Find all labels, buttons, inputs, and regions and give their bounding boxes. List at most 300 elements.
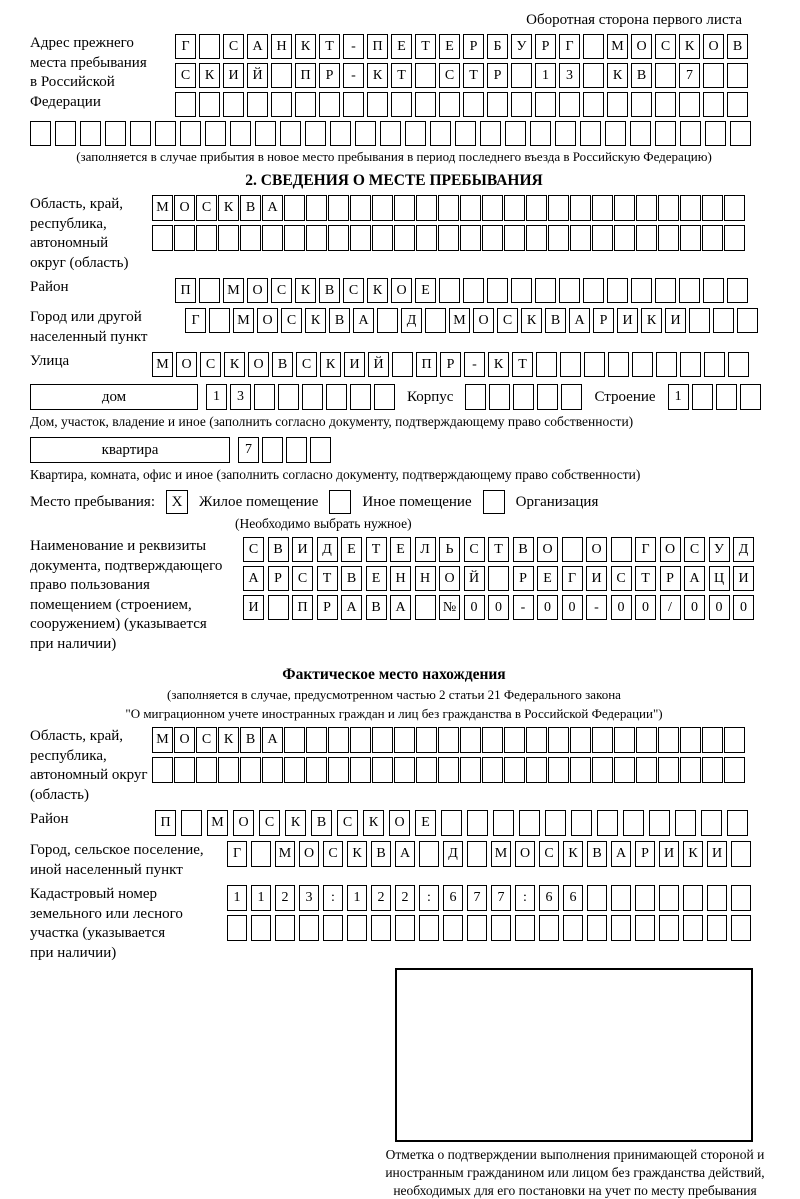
char-box[interactable] — [703, 278, 724, 303]
char-box[interactable] — [535, 92, 556, 117]
char-box[interactable] — [548, 195, 569, 221]
char-box[interactable] — [493, 810, 514, 836]
char-box[interactable]: Й — [247, 63, 268, 88]
char-box[interactable] — [275, 915, 295, 941]
char-box[interactable]: П — [295, 63, 316, 88]
char-box[interactable]: Т — [512, 352, 533, 377]
char-box[interactable]: М — [233, 308, 254, 333]
char-box[interactable] — [328, 757, 349, 783]
char-box[interactable] — [614, 727, 635, 753]
char-box[interactable]: 1 — [668, 384, 689, 410]
char-box[interactable] — [306, 727, 327, 753]
char-box[interactable]: У — [709, 537, 730, 562]
char-box[interactable] — [350, 727, 371, 753]
char-box[interactable] — [394, 225, 415, 251]
char-box[interactable]: И — [617, 308, 638, 333]
char-box[interactable]: О — [257, 308, 278, 333]
char-box[interactable]: О — [176, 352, 197, 377]
char-box[interactable] — [656, 352, 677, 377]
char-box[interactable] — [692, 384, 713, 410]
char-box[interactable] — [251, 841, 271, 867]
char-box[interactable] — [655, 278, 676, 303]
char-box[interactable]: В — [268, 537, 289, 562]
char-box[interactable]: К — [320, 352, 341, 377]
char-box[interactable]: 1 — [347, 885, 367, 911]
char-box[interactable] — [580, 121, 601, 146]
char-box[interactable]: Р — [487, 63, 508, 88]
char-box[interactable] — [583, 34, 604, 59]
char-box[interactable]: А — [353, 308, 374, 333]
char-box[interactable] — [570, 757, 591, 783]
char-box[interactable] — [199, 278, 220, 303]
char-box[interactable] — [724, 757, 745, 783]
char-box[interactable] — [380, 121, 401, 146]
char-box[interactable] — [504, 757, 525, 783]
char-box[interactable] — [658, 757, 679, 783]
char-box[interactable]: К — [563, 841, 583, 867]
char-box[interactable]: С — [337, 810, 358, 836]
char-box[interactable] — [655, 121, 676, 146]
char-box[interactable] — [636, 195, 657, 221]
char-box[interactable] — [623, 810, 644, 836]
char-box[interactable]: Й — [368, 352, 389, 377]
char-box[interactable] — [467, 915, 487, 941]
char-box[interactable]: Б — [487, 34, 508, 59]
char-box[interactable] — [284, 727, 305, 753]
stay-type-checkbox-other[interactable] — [329, 490, 351, 514]
char-box[interactable] — [583, 63, 604, 88]
char-box[interactable] — [539, 915, 559, 941]
char-box[interactable] — [611, 915, 631, 941]
char-box[interactable] — [607, 92, 628, 117]
char-box[interactable]: № — [439, 595, 460, 620]
char-box[interactable] — [679, 278, 700, 303]
char-box[interactable] — [416, 195, 437, 221]
char-box[interactable]: С — [497, 308, 518, 333]
char-box[interactable] — [271, 63, 292, 88]
char-box[interactable] — [209, 308, 230, 333]
char-box[interactable]: М — [152, 727, 173, 753]
char-box[interactable]: К — [295, 278, 316, 303]
char-box[interactable] — [455, 121, 476, 146]
char-box[interactable]: К — [679, 34, 700, 59]
char-box[interactable] — [181, 810, 202, 836]
char-box[interactable] — [463, 278, 484, 303]
stay-type-checkbox-organization[interactable] — [483, 490, 505, 514]
char-box[interactable]: М — [449, 308, 470, 333]
char-box[interactable]: Е — [415, 810, 436, 836]
char-box[interactable] — [659, 915, 679, 941]
char-box[interactable]: С — [196, 195, 217, 221]
char-box[interactable]: О — [660, 537, 681, 562]
char-box[interactable]: О — [247, 278, 268, 303]
char-box[interactable] — [286, 437, 307, 463]
char-box[interactable] — [319, 92, 340, 117]
char-box[interactable]: Т — [319, 34, 340, 59]
char-box[interactable] — [727, 810, 748, 836]
char-box[interactable] — [727, 63, 748, 88]
char-box[interactable] — [350, 384, 371, 410]
char-box[interactable]: К — [683, 841, 703, 867]
char-box[interactable] — [254, 384, 275, 410]
char-box[interactable]: А — [390, 595, 411, 620]
char-box[interactable]: Р — [660, 566, 681, 591]
char-box[interactable] — [703, 63, 724, 88]
char-box[interactable]: Е — [390, 537, 411, 562]
char-box[interactable] — [80, 121, 101, 146]
char-box[interactable] — [284, 195, 305, 221]
char-box[interactable] — [504, 225, 525, 251]
char-box[interactable]: С — [271, 278, 292, 303]
char-box[interactable]: К — [224, 352, 245, 377]
char-box[interactable] — [491, 915, 511, 941]
char-box[interactable]: О — [586, 537, 607, 562]
char-box[interactable]: А — [395, 841, 415, 867]
char-box[interactable] — [205, 121, 226, 146]
char-box[interactable] — [513, 384, 534, 410]
char-box[interactable] — [560, 352, 581, 377]
char-box[interactable] — [635, 915, 655, 941]
char-box[interactable] — [636, 727, 657, 753]
char-box[interactable] — [416, 727, 437, 753]
char-box[interactable]: Г — [559, 34, 580, 59]
char-box[interactable]: В — [513, 537, 534, 562]
char-box[interactable] — [614, 195, 635, 221]
char-box[interactable]: Т — [391, 63, 412, 88]
char-box[interactable] — [438, 225, 459, 251]
char-box[interactable] — [482, 757, 503, 783]
char-box[interactable]: К — [295, 34, 316, 59]
char-box[interactable] — [519, 810, 540, 836]
char-box[interactable] — [439, 278, 460, 303]
char-box[interactable]: К — [607, 63, 628, 88]
char-box[interactable] — [372, 757, 393, 783]
char-box[interactable]: 3 — [299, 885, 319, 911]
char-box[interactable] — [655, 92, 676, 117]
char-box[interactable] — [438, 727, 459, 753]
char-box[interactable]: С — [539, 841, 559, 867]
char-box[interactable]: О — [391, 278, 412, 303]
char-box[interactable] — [740, 384, 761, 410]
char-box[interactable]: Р — [463, 34, 484, 59]
char-box[interactable] — [306, 757, 327, 783]
char-box[interactable] — [526, 225, 547, 251]
char-box[interactable]: О — [537, 537, 558, 562]
char-box[interactable] — [731, 885, 751, 911]
char-box[interactable] — [419, 841, 439, 867]
char-box[interactable] — [488, 566, 509, 591]
char-box[interactable] — [559, 278, 580, 303]
char-box[interactable]: : — [419, 885, 439, 911]
char-box[interactable] — [350, 225, 371, 251]
char-box[interactable]: А — [341, 595, 362, 620]
char-box[interactable]: С — [464, 537, 485, 562]
char-box[interactable] — [705, 121, 726, 146]
char-box[interactable] — [545, 810, 566, 836]
char-box[interactable] — [526, 195, 547, 221]
char-box[interactable]: К — [218, 195, 239, 221]
char-box[interactable] — [262, 225, 283, 251]
char-box[interactable] — [658, 225, 679, 251]
stay-type-checkbox-residential[interactable]: X — [166, 490, 188, 514]
char-box[interactable]: 3 — [559, 63, 580, 88]
char-box[interactable] — [415, 63, 436, 88]
char-box[interactable]: У — [511, 34, 532, 59]
char-box[interactable] — [438, 757, 459, 783]
char-box[interactable]: К — [285, 810, 306, 836]
char-box[interactable]: 7 — [491, 885, 511, 911]
char-box[interactable] — [614, 757, 635, 783]
char-box[interactable] — [570, 225, 591, 251]
char-box[interactable]: 1 — [535, 63, 556, 88]
char-box[interactable] — [611, 537, 632, 562]
char-box[interactable]: О — [439, 566, 460, 591]
char-box[interactable]: П — [155, 810, 176, 836]
char-box[interactable] — [548, 225, 569, 251]
char-box[interactable] — [655, 63, 676, 88]
char-box[interactable] — [227, 915, 247, 941]
char-box[interactable] — [702, 757, 723, 783]
char-box[interactable]: К — [363, 810, 384, 836]
char-box[interactable]: 6 — [539, 885, 559, 911]
char-box[interactable]: 0 — [733, 595, 754, 620]
char-box[interactable]: С — [296, 352, 317, 377]
char-box[interactable] — [55, 121, 76, 146]
char-box[interactable]: С — [655, 34, 676, 59]
char-box[interactable]: К — [367, 63, 388, 88]
char-box[interactable]: А — [243, 566, 264, 591]
char-box[interactable] — [374, 384, 395, 410]
char-box[interactable]: Р — [317, 595, 338, 620]
char-box[interactable] — [271, 92, 292, 117]
char-box[interactable] — [394, 727, 415, 753]
char-box[interactable]: В — [240, 727, 261, 753]
char-box[interactable] — [152, 225, 173, 251]
char-box[interactable] — [592, 195, 613, 221]
char-box[interactable] — [196, 757, 217, 783]
char-box[interactable] — [323, 915, 343, 941]
char-box[interactable] — [659, 885, 679, 911]
char-box[interactable] — [482, 195, 503, 221]
char-box[interactable] — [489, 384, 510, 410]
char-box[interactable] — [130, 121, 151, 146]
char-box[interactable] — [199, 34, 220, 59]
char-box[interactable]: Й — [464, 566, 485, 591]
char-box[interactable]: О — [515, 841, 535, 867]
char-box[interactable]: 0 — [537, 595, 558, 620]
char-box[interactable] — [703, 92, 724, 117]
char-box[interactable] — [724, 225, 745, 251]
char-box[interactable] — [683, 885, 703, 911]
char-box[interactable] — [727, 278, 748, 303]
char-box[interactable]: Д — [443, 841, 463, 867]
char-box[interactable] — [570, 195, 591, 221]
char-box[interactable] — [614, 225, 635, 251]
char-box[interactable]: М — [152, 352, 173, 377]
char-box[interactable] — [511, 278, 532, 303]
char-box[interactable] — [563, 915, 583, 941]
char-box[interactable] — [632, 352, 653, 377]
char-box[interactable]: 3 — [230, 384, 251, 410]
char-box[interactable] — [487, 278, 508, 303]
char-box[interactable]: 2 — [275, 885, 295, 911]
char-box[interactable]: Е — [341, 537, 362, 562]
char-box[interactable] — [174, 757, 195, 783]
char-box[interactable]: 0 — [488, 595, 509, 620]
char-box[interactable]: В — [631, 63, 652, 88]
char-box[interactable] — [302, 384, 323, 410]
char-box[interactable]: И — [243, 595, 264, 620]
char-box[interactable] — [707, 915, 727, 941]
char-box[interactable]: А — [611, 841, 631, 867]
char-box[interactable] — [255, 121, 276, 146]
char-box[interactable] — [330, 121, 351, 146]
char-box[interactable]: Т — [488, 537, 509, 562]
char-box[interactable]: 6 — [563, 885, 583, 911]
char-box[interactable]: Т — [317, 566, 338, 591]
char-box[interactable] — [611, 885, 631, 911]
char-box[interactable]: М — [223, 278, 244, 303]
char-box[interactable]: С — [611, 566, 632, 591]
char-box[interactable] — [631, 278, 652, 303]
char-box[interactable] — [425, 308, 446, 333]
char-box[interactable]: Р — [635, 841, 655, 867]
char-box[interactable]: 2 — [371, 885, 391, 911]
char-box[interactable]: В — [240, 195, 261, 221]
char-box[interactable]: С — [439, 63, 460, 88]
char-box[interactable]: К — [305, 308, 326, 333]
char-box[interactable]: 0 — [562, 595, 583, 620]
char-box[interactable] — [635, 885, 655, 911]
char-box[interactable] — [526, 727, 547, 753]
char-box[interactable] — [392, 352, 413, 377]
char-box[interactable]: Т — [635, 566, 656, 591]
char-box[interactable] — [391, 92, 412, 117]
char-box[interactable] — [592, 727, 613, 753]
char-box[interactable]: - — [586, 595, 607, 620]
char-box[interactable] — [463, 92, 484, 117]
char-box[interactable] — [372, 225, 393, 251]
char-box[interactable]: К — [488, 352, 509, 377]
char-box[interactable]: Д — [733, 537, 754, 562]
char-box[interactable] — [196, 225, 217, 251]
char-box[interactable] — [152, 757, 173, 783]
char-box[interactable]: Т — [415, 34, 436, 59]
char-box[interactable]: О — [174, 727, 195, 753]
char-box[interactable]: С — [175, 63, 196, 88]
char-box[interactable] — [689, 308, 710, 333]
char-box[interactable] — [548, 727, 569, 753]
char-box[interactable] — [350, 195, 371, 221]
char-box[interactable]: А — [262, 195, 283, 221]
char-box[interactable]: Р — [535, 34, 556, 59]
char-box[interactable]: 6 — [443, 885, 463, 911]
char-box[interactable] — [439, 92, 460, 117]
char-box[interactable]: О — [473, 308, 494, 333]
char-box[interactable] — [415, 595, 436, 620]
char-box[interactable] — [636, 757, 657, 783]
char-box[interactable] — [218, 225, 239, 251]
char-box[interactable] — [561, 384, 582, 410]
char-box[interactable]: С — [684, 537, 705, 562]
char-box[interactable] — [355, 121, 376, 146]
char-box[interactable]: Д — [317, 537, 338, 562]
char-box[interactable] — [175, 92, 196, 117]
char-box[interactable] — [295, 92, 316, 117]
char-box[interactable] — [592, 757, 613, 783]
char-box[interactable]: 7 — [238, 437, 259, 463]
char-box[interactable]: И — [733, 566, 754, 591]
char-box[interactable]: А — [247, 34, 268, 59]
char-box[interactable] — [680, 195, 701, 221]
char-box[interactable]: - — [343, 63, 364, 88]
char-box[interactable]: 1 — [251, 885, 271, 911]
char-box[interactable]: С — [281, 308, 302, 333]
char-box[interactable] — [284, 757, 305, 783]
char-box[interactable]: В — [329, 308, 350, 333]
char-box[interactable]: С — [259, 810, 280, 836]
char-box[interactable]: Н — [415, 566, 436, 591]
char-box[interactable]: 0 — [709, 595, 730, 620]
char-box[interactable] — [240, 757, 261, 783]
char-box[interactable]: П — [292, 595, 313, 620]
char-box[interactable] — [704, 352, 725, 377]
char-box[interactable]: И — [292, 537, 313, 562]
char-box[interactable]: М — [275, 841, 295, 867]
char-box[interactable] — [460, 195, 481, 221]
char-box[interactable] — [658, 727, 679, 753]
char-box[interactable] — [343, 92, 364, 117]
char-box[interactable] — [372, 195, 393, 221]
char-box[interactable]: П — [367, 34, 388, 59]
char-box[interactable] — [350, 757, 371, 783]
char-box[interactable] — [555, 121, 576, 146]
char-box[interactable]: М — [152, 195, 173, 221]
char-box[interactable] — [530, 121, 551, 146]
char-box[interactable]: О — [174, 195, 195, 221]
char-box[interactable] — [174, 225, 195, 251]
char-box[interactable]: - — [464, 352, 485, 377]
char-box[interactable]: С — [200, 352, 221, 377]
char-box[interactable]: С — [243, 537, 264, 562]
char-box[interactable] — [587, 915, 607, 941]
char-box[interactable] — [701, 810, 722, 836]
char-box[interactable] — [583, 278, 604, 303]
char-box[interactable]: Г — [185, 308, 206, 333]
char-box[interactable] — [511, 63, 532, 88]
char-box[interactable] — [105, 121, 126, 146]
char-box[interactable]: : — [515, 885, 535, 911]
char-box[interactable] — [680, 121, 701, 146]
char-box[interactable]: Ц — [709, 566, 730, 591]
char-box[interactable] — [395, 915, 415, 941]
char-box[interactable] — [251, 915, 271, 941]
char-box[interactable] — [465, 384, 486, 410]
char-box[interactable] — [592, 225, 613, 251]
char-box[interactable] — [737, 308, 758, 333]
char-box[interactable]: Г — [227, 841, 247, 867]
char-box[interactable] — [680, 757, 701, 783]
char-box[interactable] — [480, 121, 501, 146]
char-box[interactable]: Д — [401, 308, 422, 333]
char-box[interactable]: И — [586, 566, 607, 591]
char-box[interactable] — [730, 121, 751, 146]
char-box[interactable]: Р — [440, 352, 461, 377]
char-box[interactable]: Т — [463, 63, 484, 88]
char-box[interactable]: Р — [513, 566, 534, 591]
char-box[interactable] — [535, 278, 556, 303]
char-box[interactable]: С — [343, 278, 364, 303]
